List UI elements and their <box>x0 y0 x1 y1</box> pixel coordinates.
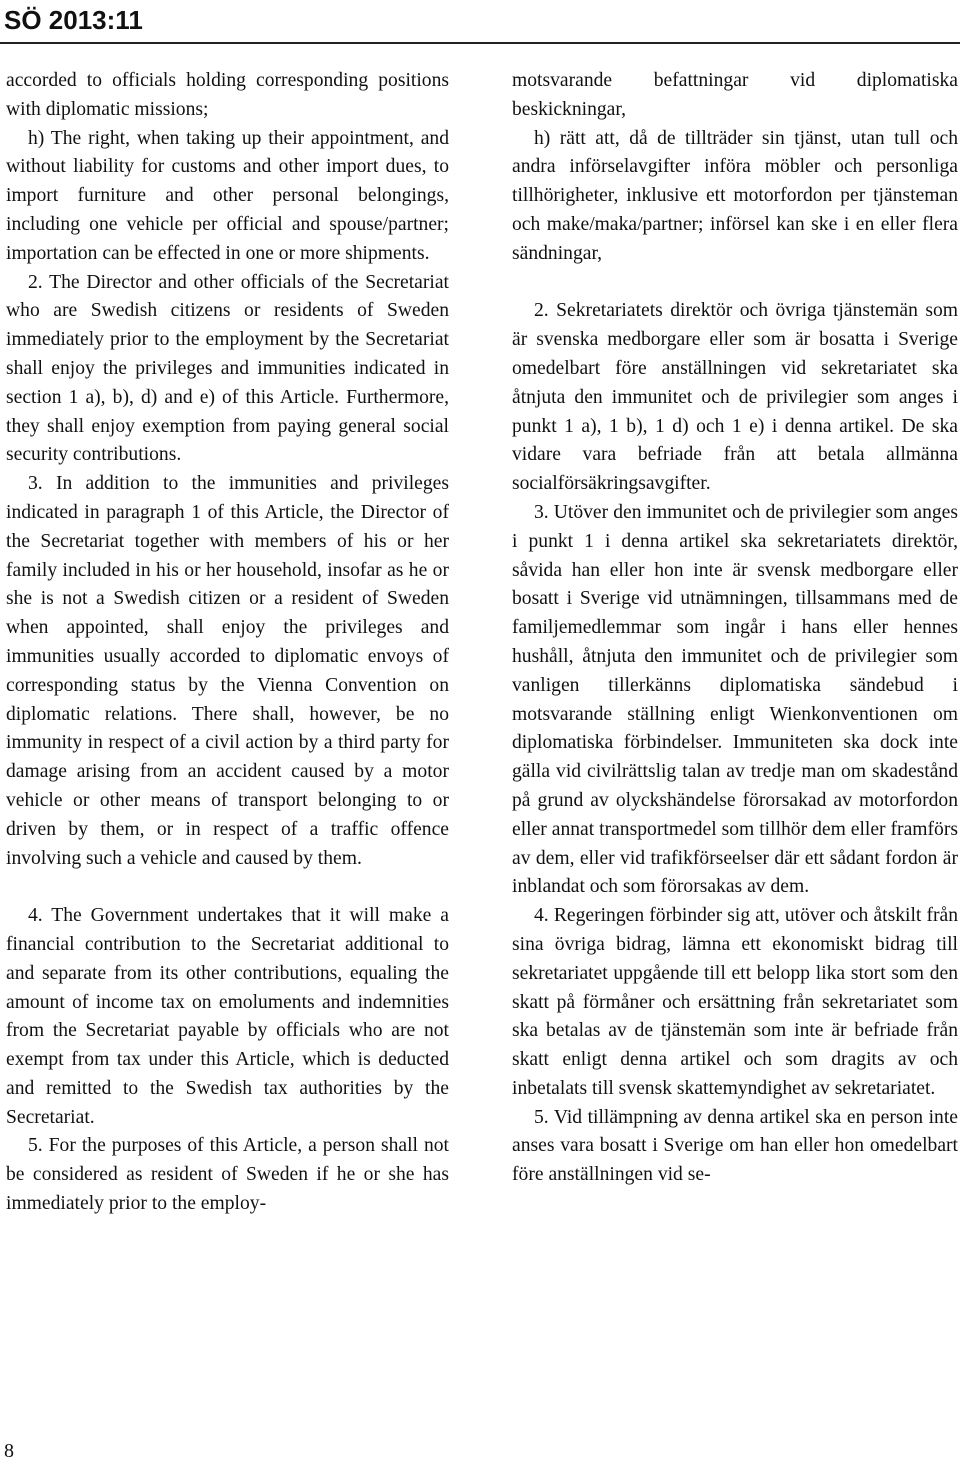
paragraph-spacer <box>6 873 449 902</box>
paragraph-4: 4. Regeringen förbinder sig att, utöver och åtskilt från sina övriga bidrag, lämna ett ekonomiskt bidrag till sekretariatet uppgående till ett belopp lika stort som den skatt på förmåner och ersättning från sekretariatet som ska betalas av de tjänstemän som inte är befriade från skatt enligt denna artikel och som dragits av och inbetalats till svensk skattemyndighet av sekretariatet. <box>512 905 958 1099</box>
paragraph-1h-continuation: motsvarande befattningar vid diplomatiska beskickningar, <box>512 70 958 120</box>
paragraph-5: 5. For the purposes of this Article, a person shall not be considered as resident of Sweden if he or she has immediately prior to the employ- <box>6 1135 449 1215</box>
paragraph-spacer <box>512 269 958 298</box>
paragraph-2: 2. The Director and other officials of the Secretariat who are Swedish citizens or residents of Sweden immediately prior to the employment by the Secretariat shall enjoy the privileges and immunities indicated in section 1 a), b), d) and e) of this Article. Furthermore, they shall enjoy exemption from paying general social security contributions. <box>6 271 449 466</box>
english-text-column <box>6 67 449 1219</box>
paragraph-4: 4. The Government undertakes that it will make a financial contribution to the Secretariat additional to and separate from its other contributions, equaling the amount of income tax on emoluments and indemnities from the Secretariat payable by officials who are not exempt from tax under this Article, which is deducted and remitted to the Swedish tax authorities by the Secretariat. <box>6 905 449 1128</box>
document-reference: SÖ 2013:11 <box>4 5 143 35</box>
paragraph-5: 5. Vid tillämpning av denna artikel ska en person inte anses vara bosatt i Sverige om han eller hon omedelbart före anställningen vid se- <box>512 1106 958 1186</box>
paragraph-1h: h) rätt att, då de tillträder sin tjänst, utan tull och andra införselavgifter införa möbler och personliga tillhörigheter, inklusive ett motorfordon per tjänsteman och make/maka/partner; införsel kan ske i en eller flera sändningar, <box>512 127 958 264</box>
paragraph-2: 2. Sekretariatets direktör och övriga tjänstemän som är svenska medborgare eller som är bosatta i Sverige omedelbart före anställningen vid sekretariatet ska åtnjuta den immunitet och de privilegier som anges i punkt 1 a), 1 b), 1 d) och 1 e) i denna artikel. De ska vidare vara befriade från att betala allmänna socialförsäkringsavgifter. <box>512 300 958 495</box>
page-number: 8 <box>4 1440 14 1462</box>
paragraph-1h-continuation: accorded to officials holding corresponding positions with diplomatic missions; <box>6 70 449 120</box>
page-header <box>0 0 960 44</box>
swedish-text-column <box>512 67 958 1190</box>
paragraph-3: 3. In addition to the immunities and privileges indicated in paragraph 1 of this Article, the Director of the Secretariat together with members of his or her family included in his or her household, insofar as he or she is not a Swedish citizen or a resident of Sweden when appointed, shall enjoy the privileges and immunities usually accorded to diplomatic envoys of corresponding status by the Vienna Convention on diplomatic relations. There shall, however, be no immunity in respect of a civil action by a third party for damage arising from an accident caused by a motor vehicle or other means of transport belonging to or driven by them, or in respect of a traffic offence involving such a vehicle and caused by them. <box>6 473 449 869</box>
paragraph-1h: h) The right, when taking up their appointment, and without liability for customs and other import dues, to import furniture and other personal belongings, including one vehicle per official and spouse/partner; importation can be effected in one or more shipments. <box>6 127 449 264</box>
paragraph-3: 3. Utöver den immunitet och de privilegier som anges i punkt 1 i denna artikel ska sekretariatets direktör, såvida han eller hon inte är svensk medborgare eller bosatt i Sverige vid utnämningen, tillsammans med de familjemedlemmar som ingår i hans eller hennes hushåll, åtnjuta den immunitet och de privilegier som vanligen tillerkänns diplomatiska sändebud i motsvarande ställning enligt Wienkonventionen om diplomatiska förbindelser. Immuniteten ska dock inte gälla vid civilrättslig talan av tredje man om skadestånd på grund av olyckshändelse förorsakad av motorfordon eller annat transportmedel som tillhör dem eller framförs av dem, eller vid trafikförseelser där ett sådant fordon är inblandat och som förorsakas av dem. <box>512 501 958 898</box>
